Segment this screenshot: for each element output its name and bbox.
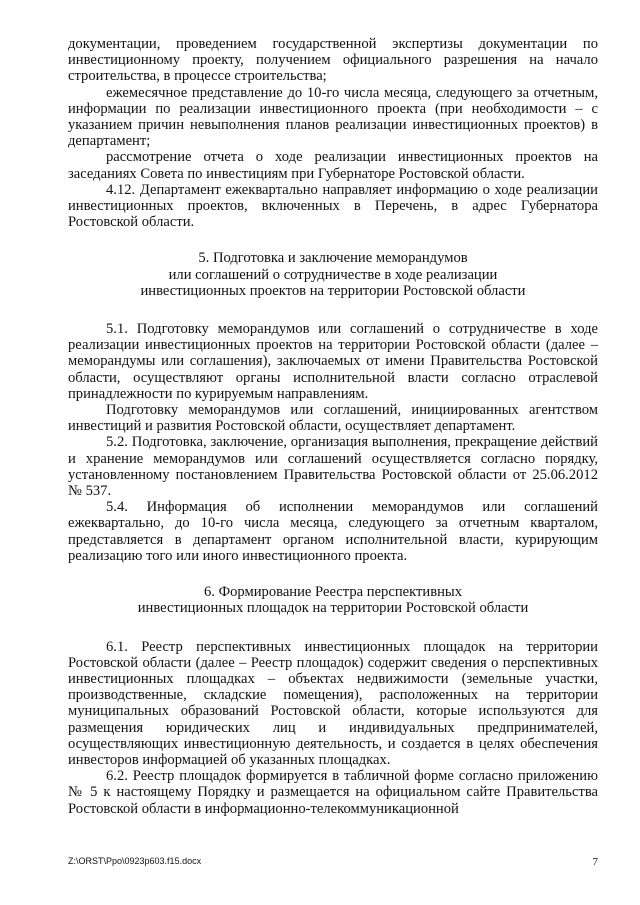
section-6-heading-line: 6. Формирование Реестра перспективных (204, 584, 462, 601)
paragraph-council-review: рассмотрение отчета о ходе реализации инвестиционных проектов на заседаниях Совета по инвестициям при Губернаторе Ростовской области. (68, 149, 598, 182)
paragraph-monthly-report: ежемесячное представление до 10-го числа месяца, следующего за отчетным, информации по реализации инвестиционного проекта (при необходимости – с указанием причин невыполнения планов реализации инвестиционных проектов) в департамент; (68, 84, 598, 150)
section-5-heading-line: 5. Подготовка и заключение меморандумов (198, 250, 468, 267)
page-number: 7 (592, 856, 598, 868)
document-page (68, 36, 598, 817)
paragraph-5-1-agency: Подготовку меморандумов или соглашений, инициированных агентством инвестиций и развития Ростовской области, осуществляет департамент. (68, 402, 598, 435)
section-5-heading (68, 250, 598, 299)
paragraph-5-1: 5.1. Подготовку меморандумов или соглашений о сотрудничестве в ходе реализации инвестиционных проектов на территории Ростовской области (далее – меморандумы или соглашения), заключаемых от имени Правительства Ростовской области, осуществляют органы исполнительной власти согласно отраслевой принадлежности по курируемым направлениям. (68, 321, 598, 402)
section-6-heading-line: инвестиционных площадок на территории Ростовской области (137, 600, 529, 617)
paragraph-continuation: документации, проведением государственной экспертизы документации по инвестиционному проекту, получением официального разрешения на начало строительства, в процессе строительства; (68, 36, 598, 85)
paragraph-6-2: 6.2. Реестр площадок формируется в табличной форме согласно приложению № 5 к настоящему Порядку и размещается на официальном сайте Правительства Ростовской области в информационно-телекоммуникационной (68, 768, 598, 817)
paragraph-4-12: 4.12. Департамент ежеквартально направляет информацию о ходе реализации инвестиционных проектов, включенных в Перечень, в адрес Губернатора Ростовской области. (68, 181, 598, 231)
section-6-heading (68, 584, 598, 616)
footer-file-path: Z:\ORST\Ppo\0923p603.f15.docx (68, 856, 202, 866)
paragraph-5-2: 5.2. Подготовка, заключение, организация выполнения, прекращение действий и хранение меморандумов или соглашений осуществляется согласно порядку, установленному постановлением Правительства Ростовской области от 25.06.2012 № 537. (68, 434, 598, 500)
section-5-heading-line: инвестиционных проектов на территории Ростовской области (140, 282, 526, 299)
paragraph-5-4: 5.4. Информация об исполнении меморандумов или соглашений ежеквартально, до 10-го числа месяца, следующего за отчетным кварталом, представляется в департамент органом исполнительной власти, курирующим реализацию того или иного инвестиционного проекта. (68, 499, 598, 564)
section-5-heading-line: или соглашений о сотрудничестве в ходе реализации (168, 266, 498, 283)
page-footer (68, 856, 598, 870)
paragraph-6-1: 6.1. Реестр перспективных инвестиционных площадок на территории Ростовской области (далее – Реестр площадок) содержит сведения о перспективных инвестиционных площадках – объектах недвижимости (земельные участки, производственные, складские помещения), расположенных на территории муниципальных образований Ростовской области, которые используются для размещения юридических лиц и индивидуальных предпринимателей, осуществляющих инвестиционную деятельность, и создается в целях обеспечения инвесторов информацией об указанных площадках. (68, 638, 598, 768)
